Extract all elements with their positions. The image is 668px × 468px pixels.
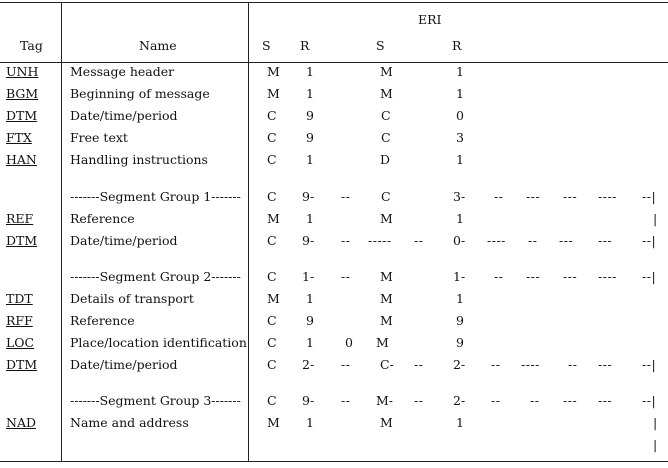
dash: --- [563,189,578,204]
dash: -- [341,357,351,372]
header-eri-r: R [452,38,462,53]
tag-ref: REF [6,211,34,226]
eri-repeat-cell: 3- [453,189,466,204]
eri-status-cell: D [380,152,391,167]
eri-repeat-cell: 2- [453,357,466,372]
column-divider [61,2,62,461]
repeat-cell: 1 [306,64,314,79]
header-r: R [300,38,310,53]
dash-bar-end: --| [642,393,657,408]
dash-bar-end: --| [642,233,657,248]
tag-ftx: FTX [6,130,32,145]
header-tag: Tag [20,38,43,53]
eri-status-cell: M [380,86,393,101]
dash: --- [563,393,578,408]
tag-unh: UNH [6,64,39,79]
tag-tdt: TDT [6,291,33,306]
repeat-cell: 1 [306,152,314,167]
dash: -- [491,357,501,372]
eri-status-cell: M- [376,393,394,408]
bar: | [653,415,658,430]
dash: -- [341,233,351,248]
repeat-cell: 9 [306,313,314,328]
dash: ---- [521,357,540,372]
tag-nad: NAD [6,415,36,430]
status-cell: C [267,393,277,408]
dash: ---- [487,233,506,248]
eri-status-cell: M [380,269,393,284]
status-cell: C [267,233,277,248]
status-cell: C [267,108,277,123]
header-name: Name [139,38,177,53]
eri-repeat-cell: 3 [456,130,464,145]
eri-status-cell: C- [380,357,394,372]
dash: -- [568,357,578,372]
eri-status-cell: C [381,108,391,123]
dash: --- [526,269,541,284]
tag-loc: LOC [6,335,35,350]
tag-dtm: DTM [6,233,38,248]
segment-group-2-label: -------Segment Group 2------- [70,269,241,284]
tag-dtm: DTM [6,357,38,372]
tag-dtm: DTM [6,108,38,123]
dash-bar-end: --| [642,269,657,284]
eri-status-cell: M [376,335,389,350]
dash: ---- [598,269,617,284]
repeat-cell: 1 [306,415,314,430]
status-cell: M [267,211,280,226]
status-cell: M [267,86,280,101]
dash: -- [528,233,538,248]
status-cell: C [267,152,277,167]
repeat-cell: 1 [306,211,314,226]
name-free-text: Free text [70,130,128,145]
name-handling-instructions: Handling instructions [70,152,208,167]
column-divider-2 [248,2,249,461]
eri-repeat-cell: 0- [453,233,466,248]
eri-status-cell: ----- [368,233,392,248]
extra-cell: 0 [345,335,353,350]
repeat-cell: 1- [302,269,315,284]
top-rule [0,2,668,3]
repeat-cell: 1 [306,86,314,101]
eri-repeat-cell: 1 [456,64,464,79]
status-cell: C [267,130,277,145]
name-name-and-address: Name and address [70,415,189,430]
eri-repeat-cell: 1 [456,152,464,167]
eri-repeat-cell: 2- [453,393,466,408]
repeat-cell: 9 [306,130,314,145]
eri-repeat-cell: 0 [456,108,464,123]
name-message-header: Message header [70,64,175,79]
status-cell: M [267,291,280,306]
eri-status-cell: M [380,291,393,306]
status-cell: C [267,357,277,372]
dash: --- [526,189,541,204]
eri-repeat-cell: 1 [456,415,464,430]
name-details-of-transport: Details of transport [70,291,194,306]
repeat-cell: 1 [306,335,314,350]
status-cell: C [267,189,277,204]
repeat-cell: 9 [306,108,314,123]
dash: --- [598,233,613,248]
header-eri-s: S [376,38,385,53]
eri-status-cell: M [380,64,393,79]
repeat-cell: 9- [302,233,315,248]
eri-repeat-cell: 1 [456,211,464,226]
status-cell: C [267,335,277,350]
header-rule [0,62,668,63]
status-cell: C [267,269,277,284]
bottom-rule [0,461,668,462]
name-beginning-of-message: Beginning of message [70,86,210,101]
repeat-cell: 9- [302,189,315,204]
repeat-cell: 2- [302,357,315,372]
dash: -- [491,393,501,408]
bar: | [653,211,658,226]
name-date-time-period: Date/time/period [70,108,178,123]
repeat-cell: 9- [302,393,315,408]
name-reference: Reference [70,211,135,226]
header-eri: ERI [418,12,442,27]
eri-status-cell: M [380,313,393,328]
eri-status-cell: M [380,415,393,430]
tag-bgm: BGM [6,86,39,101]
dash: -- [414,393,424,408]
dash: -- [494,269,504,284]
repeat-cell: 1 [306,291,314,306]
eri-repeat-cell: 1 [456,86,464,101]
bar: | [653,437,658,452]
eri-status-cell: C [381,130,391,145]
name-date-time-period: Date/time/period [70,357,178,372]
tag-han: HAN [6,152,37,167]
dash: -- [341,189,351,204]
status-cell: C [267,313,277,328]
header-s: S [262,38,271,53]
segment-group-1-label: -------Segment Group 1------- [70,189,241,204]
dash: --- [598,393,613,408]
name-date-time-period: Date/time/period [70,233,178,248]
dash: --- [598,357,613,372]
dash: -- [341,393,351,408]
status-cell: M [267,415,280,430]
dash: --- [563,269,578,284]
status-cell: M [267,64,280,79]
eri-repeat-cell: 1- [453,269,466,284]
eri-repeat-cell: 9 [456,313,464,328]
dash-bar-end: --| [642,357,657,372]
eri-repeat-cell: 1 [456,291,464,306]
eri-repeat-cell: 9 [456,335,464,350]
dash: -- [494,189,504,204]
dash: --- [559,233,574,248]
dash: -- [414,233,424,248]
name-reference: Reference [70,313,135,328]
dash: ---- [598,189,617,204]
dash: -- [341,269,351,284]
name-place-location-identification: Place/location identification [70,335,247,350]
eri-status-cell: C [381,189,391,204]
eri-status-cell: M [380,211,393,226]
dash-bar-end: --| [642,189,657,204]
tag-rff: RFF [6,313,33,328]
segment-group-3-label: -------Segment Group 3------- [70,393,241,408]
dash: -- [530,393,540,408]
dash: -- [414,357,424,372]
